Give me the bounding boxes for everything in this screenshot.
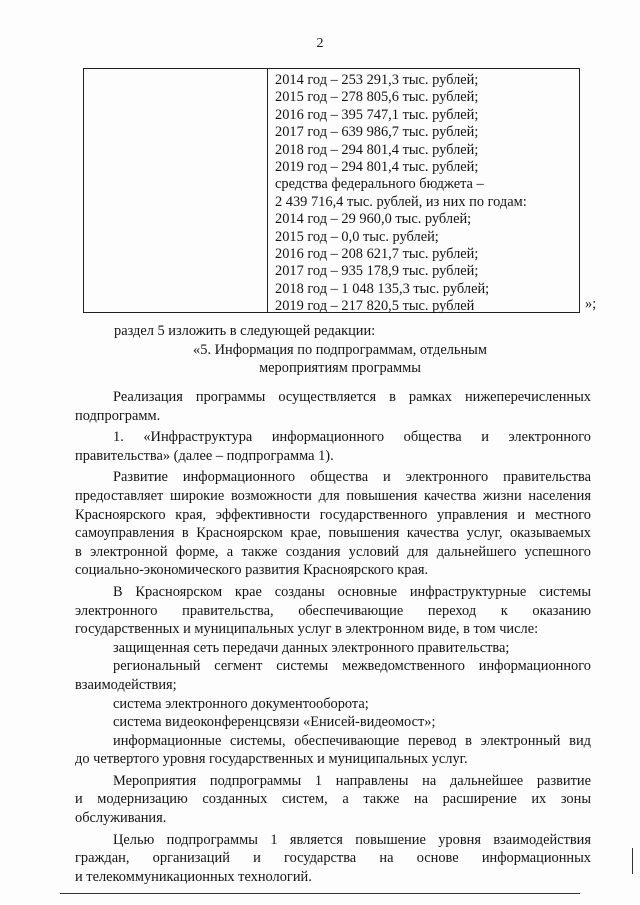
table-line: 2017 год – 935 178,9 тыс. рублей; xyxy=(275,263,479,280)
section-title xyxy=(100,341,580,377)
paragraph-line: система видеоконференцсвязи «Енисей-видеомост»; xyxy=(113,714,436,731)
paragraph-line: Мероприятия подпрограммы 1 направлены на дальнейшее развитие xyxy=(113,772,591,789)
scan-edge-mark xyxy=(632,848,633,874)
table-line: 2016 год – 395 747,1 тыс. рублей; xyxy=(275,106,479,123)
paragraph-line: Реализация программы осуществляется в рамках нижеперечисленных xyxy=(113,389,591,405)
paragraph-line: предоставляет широкие возможности для повышения качества жизни населения xyxy=(75,487,591,504)
table-line: 2019 год – 294 801,4 тыс. рублей; xyxy=(275,159,479,176)
paragraph-line: информационные системы, обеспечивающие перевод в электронный вид xyxy=(113,732,591,749)
paragraph-line: Красноярского края, эффективности государственного управления и местного xyxy=(75,506,591,523)
table-line: 2014 год – 253 291,3 тыс. рублей; xyxy=(275,72,479,88)
paragraph-line: и модернизацию созданных систем, а также на расширение их зоны xyxy=(75,791,591,808)
table-line: 2019 год – 217 820,5 тыс. рублей xyxy=(275,298,475,315)
paragraph-line: правительства» (далее – подпрограмма 1). xyxy=(75,447,334,464)
table-line: 2 439 716,4 тыс. рублей, из них по годам: xyxy=(275,193,527,210)
footer-rule xyxy=(60,893,580,894)
paragraph-line: и телекоммуникационных технологий. xyxy=(75,868,312,885)
table-line: 2016 год – 208 621,7 тыс. рублей; xyxy=(275,246,479,263)
paragraph-line: 1. «Инфраструктура информационного общества и электронного xyxy=(113,429,591,446)
table-cell-funding xyxy=(275,72,575,316)
paragraph-line: обслуживания. xyxy=(75,810,167,827)
budget-table xyxy=(83,68,580,313)
table-line: 2018 год – 294 801,4 тыс. рублей; xyxy=(275,141,479,158)
paragraph-line: электронного правительства, обеспечивающие переход к оказанию xyxy=(75,602,591,619)
table-line: 2015 год – 278 805,6 тыс. рублей; xyxy=(275,89,479,106)
table-line: 2014 год – 29 960,0 тыс. рублей; xyxy=(275,211,472,228)
closing-quote-mark: »; xyxy=(585,296,597,312)
paragraph-line: Целью подпрограммы 1 является повышение уровня взаимодействия xyxy=(113,831,591,848)
paragraph-line: самоуправления в Красноярском крае, повышения качества услуг, оказываемых xyxy=(75,525,591,542)
paragraph-line: В Красноярском крае созданы основные инфраструктурные системы xyxy=(113,583,591,600)
paragraph-line: государственных и муниципальных услуг в электронном виде, в том числе: xyxy=(75,621,539,638)
paragraph-line: региональный сегмент системы межведомственного информационного xyxy=(113,658,591,675)
paragraph-line: система электронного документооборота; xyxy=(113,695,369,712)
section-body xyxy=(75,388,591,886)
paragraph-line: в электронной форме, а также создания условий для дальнейшего успешного xyxy=(75,543,591,560)
paragraph-line: Развитие информационного общества и электронного правительства xyxy=(113,469,591,486)
page-number: 2 xyxy=(316,36,324,51)
paragraph-line: подпрограмм. xyxy=(75,407,161,424)
section-title-line: «5. Информация по подпрограммам, отдельным xyxy=(193,342,487,358)
section-title-line: мероприятиям программы xyxy=(259,360,421,376)
table-line: 2015 год – 0,0 тыс. рублей; xyxy=(275,228,439,245)
table-line: 2017 год – 639 986,7 тыс. рублей; xyxy=(275,124,479,141)
paragraph-line: граждан, организаций и государства на основе информационных xyxy=(75,850,591,867)
amendment-instruction: раздел 5 изложить в следующей редакции: xyxy=(114,323,376,339)
paragraph-line: взаимодействия; xyxy=(75,676,177,693)
table-line: 2018 год – 1 048 135,3 тыс. рублей; xyxy=(275,280,490,297)
paragraph-line: до четвертого уровня государственных и муниципальных услуг. xyxy=(75,751,468,768)
table-line: средства федерального бюджета – xyxy=(275,176,484,193)
paragraph-line: защищенная сеть передачи данных электронного правительства; xyxy=(113,639,510,656)
paragraph-line: социально-экономического развития Красноярского края. xyxy=(75,562,429,579)
table-column-divider xyxy=(267,69,268,312)
